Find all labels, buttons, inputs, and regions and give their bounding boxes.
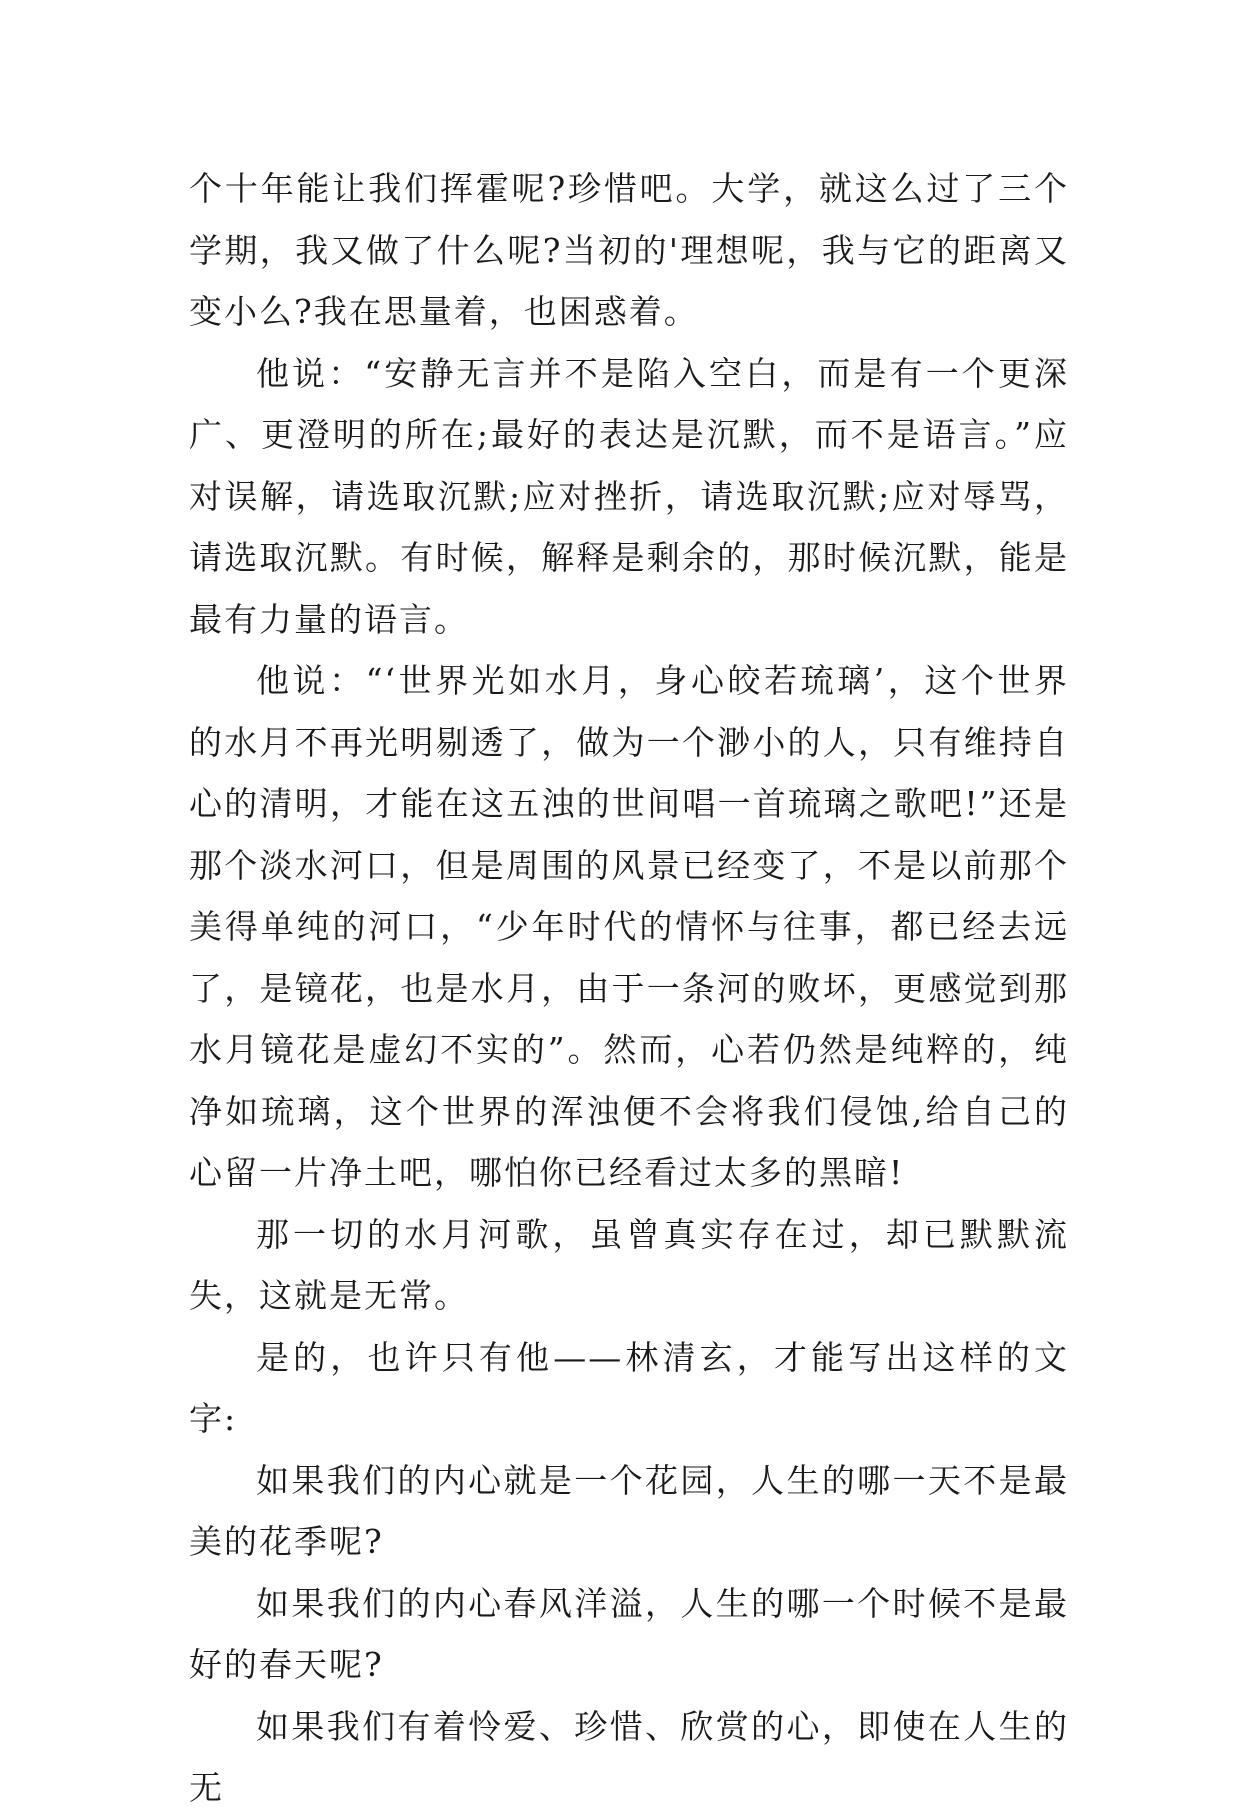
paragraph-2: 他说：“安静无言并不是陷入空白，而是有一个更深广、更澄明的所在;最好的表达是沉默，而不是语言。”应对误解，请选取沉默;应对挫折，请选取沉默;应对辱骂，请选取沉默。有时候，解释是剩余的，那时候沉默，能是最有力量的语言。	[189, 353, 1069, 639]
paragraph-7: 如果我们的内心春风洋溢，人生的哪一个时候不是最好的春天呢?	[189, 1583, 1069, 1684]
paragraph-5: 是的，也许只有他——林清玄，才能写出这样的文字:	[189, 1337, 1069, 1438]
paragraph-1: 个十年能让我们挥霍呢?珍惜吧。大学，就这么过了三个学期，我又做了什么呢?当初的'理想呢，我与它的距离又变小么?我在思量着，也困惑着。	[189, 169, 1069, 331]
paragraph-3: 他说：“‘世界光如水月，身心皎若琉璃’，这个世界的水月不再光明剔透了，做为一个渺小的人，只有维持自心的清明，才能在这五浊的世间唱一首琉璃之歌吧!”还是那个淡水河口，但是周围的风景已经变了，不是以前那个美得单纯的河口，“少年时代的情怀与往事，都已经去远了，是镜花，也是水月，由于一条河的败坏，更感觉到那水月镜花是虚幻不实的”。然而，心若仍然是纯粹的，纯净如琉璃，这个世界的浑浊便不会将我们侵蚀,给自己的心留一片净土吧，哪怕你已经看过太多的黑暗!	[189, 661, 1069, 1192]
body-text	[189, 158, 1069, 1819]
paragraph-8: 如果我们有着怜爱、珍惜、欣赏的心，即使在人生的无	[189, 1706, 1069, 1807]
paragraph-6: 如果我们的内心就是一个花园，人生的哪一天不是最美的花季呢?	[189, 1460, 1069, 1561]
paragraph-4: 那一切的水月河歌，虽曾真实存在过，却已默默流失，这就是无常。	[189, 1214, 1069, 1315]
